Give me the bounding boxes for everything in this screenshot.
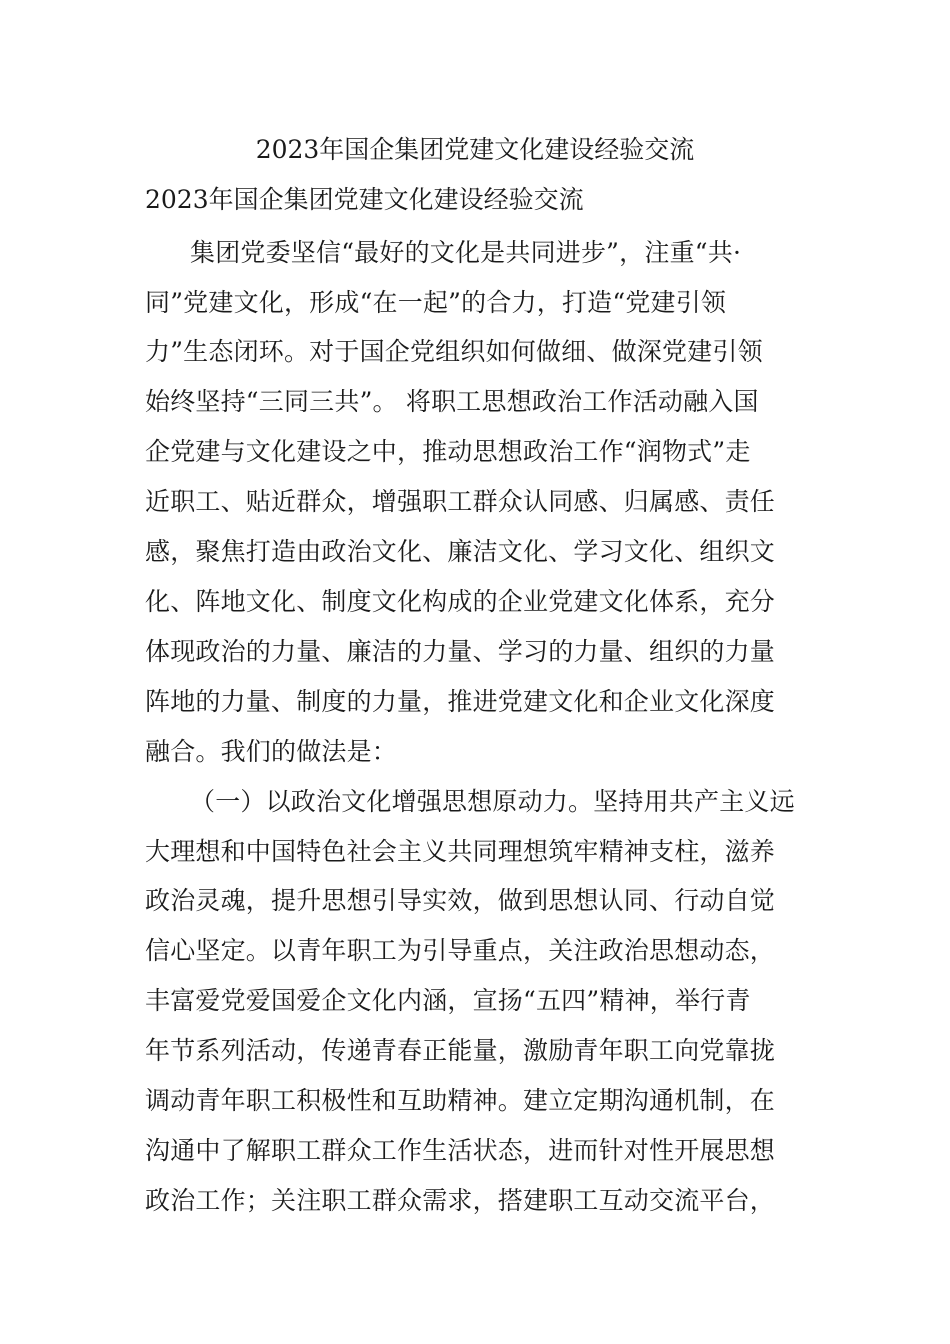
paragraph-line: 感，聚焦打造由政治文化、廉洁文化、学习文化、组织文 [145, 537, 776, 566]
paragraph-line: 信心坚定。以青年职工为引导重点，关注政治思想动态， [145, 936, 776, 965]
document-subtitle: 2023年国企集团党建文化建设经验交流 [145, 185, 584, 214]
paragraph-line: 力”生态闭环。对于国企党组织如何做细、做深党建引领 [145, 337, 763, 366]
paragraph-line: 同”党建文化，形成“在一起”的合力，打造“党建引领 [145, 288, 727, 317]
paragraph-line: 大理想和中国特色社会主义共同理想筑牢精神支柱，滋养 [145, 837, 776, 866]
paragraph-line: 企党建与文化建设之中，推动思想政治工作“润物式”走 [145, 437, 751, 466]
paragraph-line: 调动青年职工积极性和互助精神。建立定期沟通机制，在 [145, 1086, 776, 1115]
paragraph-line: 政治工作；关注职工群众需求，搭建职工互动交流平台， [145, 1186, 776, 1215]
paragraph-line: 阵地的力量、制度的力量，推进党建文化和企业文化深度 [145, 687, 776, 716]
paragraph-line: 化、阵地文化、制度文化构成的企业党建文化体系，充分 [145, 587, 776, 616]
paragraph-line: 丰富爱党爱国爱企文化内涵，宣扬“五四”精神，举行青 [145, 986, 751, 1015]
paragraph-line: 年节系列活动，传递青春正能量，激励青年职工向党靠拢 [145, 1036, 776, 1065]
paragraph-line: 融合。我们的做法是： [145, 737, 398, 766]
document-title: 2023年国企集团党建文化建设经验交流 [255, 135, 695, 164]
paragraph-line: 近职工、贴近群众，增强职工群众认同感、归属感、责任 [145, 487, 776, 516]
paragraph-line: 政治灵魂，提升思想引导实效，做到思想认同、行动自觉 [145, 886, 776, 915]
paragraph-line: 始终坚持“三同三共”。 将职工思想政治工作活动融入国 [145, 387, 759, 416]
paragraph-line: 体现政治的力量、廉洁的力量、学习的力量、组织的力量 [145, 637, 776, 666]
paragraph-line: 集团党委坚信“最好的文化是共同进步”，注重“共· [190, 238, 742, 267]
paragraph-line: （一）以政治文化增强思想原动力。坚持用共产主义远 [190, 787, 795, 816]
paragraph-line: 沟通中了解职工群众工作生活状态，进而针对性开展思想 [145, 1136, 776, 1165]
